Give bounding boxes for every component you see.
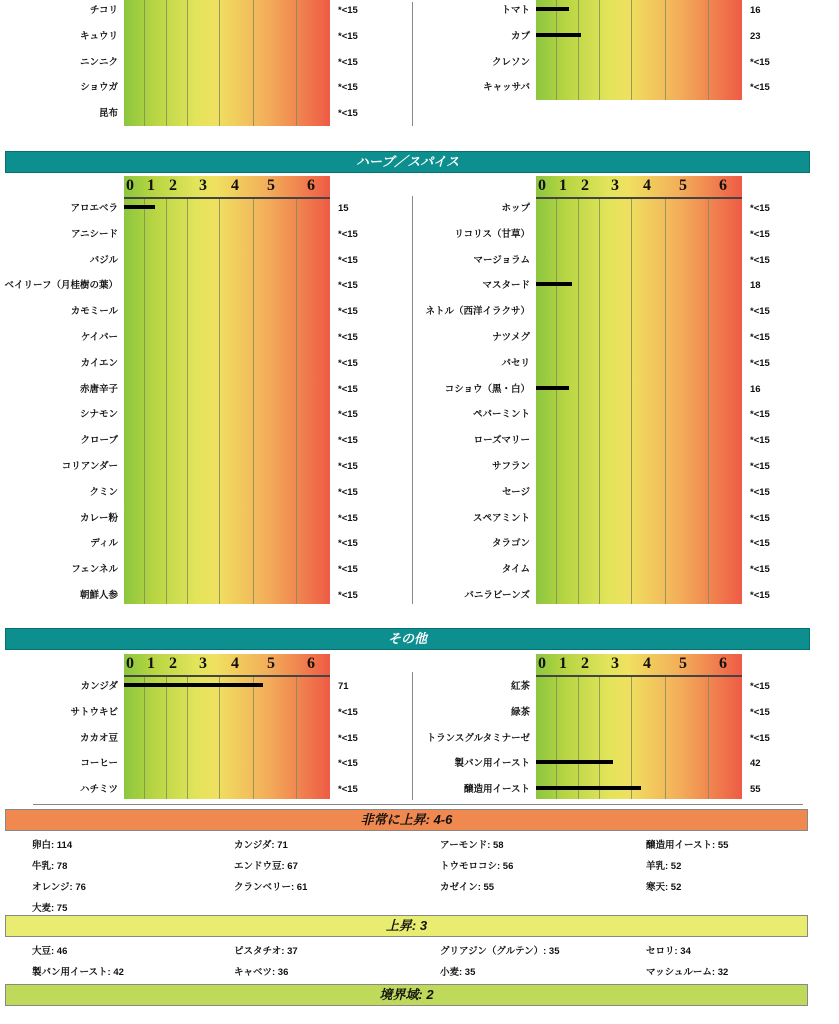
row-value: *<15: [750, 357, 770, 369]
tick-label: 0: [538, 655, 546, 672]
section-header: その他: [5, 628, 810, 650]
category-entry: 寒天: 52: [646, 882, 682, 893]
row-value: *<15: [338, 512, 358, 524]
category-entry: オレンジ: 76: [32, 882, 86, 893]
row-label: タラゴン: [491, 538, 530, 550]
tick-label: 0: [538, 177, 546, 194]
category-header: 上昇: 3: [5, 915, 808, 937]
category-entry: クランベリー: 61: [234, 882, 308, 893]
row-label: 醸造用イースト: [463, 784, 530, 796]
chart-row: [0, 672, 410, 698]
row-value: *<15: [338, 5, 358, 16]
row-label: ショウガ: [80, 82, 118, 94]
category-entry: カゼイン: 55: [440, 882, 495, 893]
row-value: *<15: [338, 538, 358, 550]
category-entry: トウモロコシ: 56: [440, 861, 514, 872]
row-value: 16: [750, 5, 761, 16]
row-value: *<15: [338, 706, 358, 718]
row-value: *<15: [338, 564, 358, 576]
row-value: *<15: [338, 486, 358, 498]
tick-label: 1: [559, 655, 567, 672]
row-value: *<15: [750, 590, 770, 601]
row-label: カイエン: [80, 357, 118, 369]
chart-row: [412, 724, 822, 750]
row-label: アニシード: [70, 228, 118, 240]
row-label: クローブ: [80, 435, 118, 447]
category-header: 境界域: 2: [5, 984, 808, 1006]
tick-label: 4: [643, 177, 651, 194]
row-value: *<15: [338, 56, 358, 68]
category-entry: グリアジン（グルテン）: 35: [440, 946, 560, 957]
row-value: *<15: [338, 784, 358, 796]
row-value: 23: [750, 30, 761, 42]
row-label: クミン: [89, 486, 118, 498]
row-label: シナモン: [79, 409, 118, 421]
category-entry: 羊乳: 52: [646, 861, 682, 872]
row-value: 16: [750, 383, 761, 395]
row-value: *<15: [338, 461, 358, 472]
row-value: *<15: [750, 254, 770, 266]
row-value: *<15: [750, 82, 770, 94]
row-value: *<15: [750, 706, 770, 718]
chart-row: [412, 672, 822, 698]
row-value: *<15: [338, 254, 358, 266]
divider: [33, 804, 803, 805]
value-bar: [536, 760, 613, 764]
tick-label: 4: [643, 655, 651, 672]
row-value: *<15: [338, 732, 358, 744]
column-separator: [412, 672, 413, 800]
row-label: ナツメグ: [492, 332, 530, 343]
row-label: マスタード: [482, 280, 530, 292]
row-value: *<15: [750, 306, 770, 318]
row-value: *<15: [750, 435, 770, 447]
row-value: *<15: [750, 56, 770, 68]
category-entry: 大豆: 46: [32, 946, 68, 957]
row-value: *<15: [338, 590, 358, 601]
row-label: ハチミツ: [79, 784, 118, 796]
tick-label: 2: [581, 177, 589, 194]
category-entry: セロリ: 34: [646, 946, 691, 957]
row-label: カンジダ: [80, 681, 118, 692]
tick-label: 0: [126, 177, 134, 194]
row-value: *<15: [338, 82, 358, 94]
row-label: クレソン: [491, 56, 530, 68]
row-value: 55: [750, 784, 761, 796]
row-label: ペパーミント: [472, 409, 530, 421]
value-bar: [536, 786, 641, 790]
category-entry: ピスタチオ: 37: [234, 946, 298, 957]
category-entry: 醸造用イースト: 55: [646, 840, 729, 851]
row-value: *<15: [338, 228, 358, 240]
tick-label: 3: [199, 177, 207, 194]
row-label: チコリ: [89, 5, 118, 16]
column-separator: [412, 196, 413, 604]
tick-label: 1: [559, 177, 567, 194]
row-label: バジル: [89, 254, 118, 266]
row-label: コーヒー: [80, 758, 118, 770]
tick-label: 1: [147, 655, 155, 672]
row-value: *<15: [750, 461, 770, 472]
tick-label: 5: [679, 177, 687, 194]
category-entry: 大麦: 75: [32, 903, 68, 914]
row-value: *<15: [750, 332, 770, 343]
row-label: パセリ: [501, 357, 530, 369]
row-label: キュウリ: [79, 30, 118, 42]
tick-label: 6: [307, 177, 315, 194]
row-value: *<15: [338, 30, 358, 42]
row-label: タイム: [501, 564, 530, 576]
tick-label: 4: [231, 655, 239, 672]
category-entry: 牛乳: 78: [32, 861, 68, 872]
row-label: カレー粉: [79, 512, 118, 524]
row-label: ケイパー: [80, 332, 118, 343]
tick-label: 4: [231, 177, 239, 194]
row-value: *<15: [750, 538, 770, 550]
row-label: コリアンダー: [61, 461, 118, 472]
category-entry: マッシュルーム: 32: [646, 967, 729, 978]
row-label: ベイリーフ（月桂樹の葉）: [4, 280, 118, 292]
row-value: *<15: [338, 758, 358, 770]
row-label: フェンネル: [71, 564, 118, 576]
row-value: 18: [750, 280, 761, 292]
row-label: 製パン用イースト: [454, 758, 530, 770]
tick-label: 2: [169, 655, 177, 672]
row-value: *<15: [750, 409, 770, 421]
row-value: *<15: [750, 564, 770, 576]
row-label: カカオ豆: [79, 732, 118, 744]
row-label: 朝鮮人参: [79, 590, 118, 601]
chart-row: [0, 698, 410, 724]
row-label: キャッサバ: [483, 82, 530, 94]
row-label: ローズマリー: [473, 435, 530, 447]
tick-label: 3: [611, 177, 619, 194]
section-header: ハーブ／スパイス: [5, 151, 810, 173]
tick-label: 6: [719, 655, 727, 672]
row-value: *<15: [338, 409, 358, 421]
row-label: ネトル（西洋イラクサ）: [425, 306, 530, 318]
row-label: サフラン: [491, 461, 530, 472]
column-separator: [412, 2, 413, 126]
row-label: スペアミント: [472, 512, 530, 524]
row-label: トランスグルタミナーゼ: [426, 732, 530, 744]
category-entry: 小麦: 35: [440, 967, 476, 978]
tick-label: 5: [267, 655, 275, 672]
row-value: *<15: [750, 203, 770, 214]
category-entry: アーモンド: 58: [440, 840, 504, 851]
row-value: 42: [750, 758, 761, 770]
row-label: ディル: [90, 538, 118, 550]
row-value: 71: [338, 681, 349, 692]
row-value: *<15: [338, 280, 358, 292]
chart-row: [0, 775, 410, 801]
row-value: *<15: [338, 383, 358, 395]
chart-row: [412, 749, 822, 775]
row-label: コショウ（黒・白）: [444, 383, 530, 395]
row-value: 15: [338, 203, 349, 214]
category-entry: 製パン用イースト: 42: [32, 967, 124, 978]
tick-label: 2: [581, 655, 589, 672]
category-entry: 卵白: 114: [32, 840, 73, 851]
row-value: *<15: [338, 357, 358, 369]
row-value: *<15: [750, 512, 770, 524]
row-label: ニンニク: [79, 56, 118, 68]
row-value: *<15: [338, 332, 358, 343]
row-value: *<15: [750, 681, 770, 692]
tick-label: 2: [169, 177, 177, 194]
row-label: 紅茶: [510, 681, 530, 692]
row-label: カブ: [510, 30, 530, 42]
row-label: トマト: [501, 5, 530, 16]
row-label: ホップ: [501, 203, 530, 214]
category-header: 非常に上昇: 4-6: [5, 809, 808, 831]
row-value: *<15: [338, 306, 358, 318]
tick-label: 6: [719, 177, 727, 194]
row-value: *<15: [338, 435, 358, 447]
chart-row: [412, 775, 822, 801]
chart-row: [0, 749, 410, 775]
category-entry: エンドウ豆: 67: [234, 861, 298, 872]
tick-label: 5: [679, 655, 687, 672]
row-value: *<15: [750, 228, 770, 240]
row-label: 昆布: [98, 108, 118, 120]
row-value: *<15: [750, 486, 770, 498]
chart-row: [412, 698, 822, 724]
row-label: サトウキビ: [70, 706, 118, 718]
row-label: セージ: [502, 486, 530, 498]
row-label: アロエベラ: [70, 203, 118, 214]
row-label: バニラビーンズ: [464, 590, 530, 601]
row-label: マージョラム: [473, 254, 530, 266]
row-label: 緑茶: [510, 706, 530, 718]
row-label: 赤唐辛子: [79, 383, 118, 395]
row-value: *<15: [338, 108, 358, 120]
tick-label: 3: [611, 655, 619, 672]
tick-label: 3: [199, 655, 207, 672]
value-bar: [124, 683, 263, 687]
tick-label: 0: [126, 655, 134, 672]
tick-label: 1: [147, 177, 155, 194]
tick-label: 6: [307, 655, 315, 672]
category-entry: キャベツ: 36: [234, 967, 289, 978]
chart-row: [0, 724, 410, 750]
row-label: リコリス（甘草）: [454, 228, 530, 240]
tick-label: 5: [267, 177, 275, 194]
category-entry: カンジダ: 71: [234, 840, 288, 851]
row-label: カモミール: [70, 306, 118, 318]
row-value: *<15: [750, 732, 770, 744]
